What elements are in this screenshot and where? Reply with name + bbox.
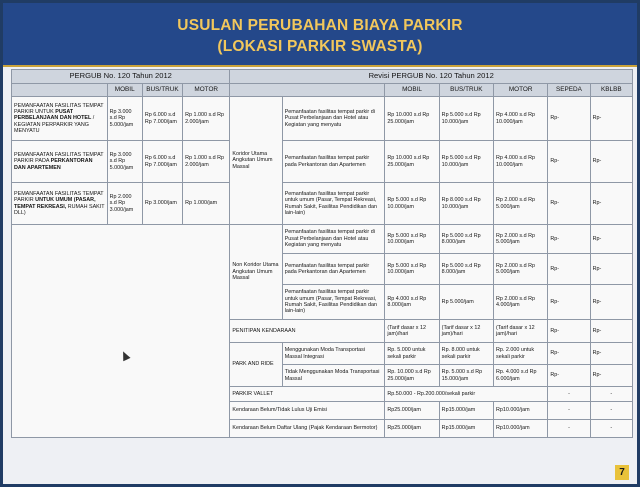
right-row-motor: Rp 2.000 s.d Rp 5.000/jam bbox=[494, 254, 548, 285]
right-row-bus: Rp. 8.000 untuk sekali parkir bbox=[439, 343, 493, 365]
non-koridor-label: Non Koridor Utama Angkutan Umum Massal bbox=[230, 225, 282, 320]
left-col-mobil: MOBIL bbox=[107, 84, 142, 97]
right-row-sepeda: Rp- bbox=[548, 254, 590, 285]
right-row-mobil: Rp 10.000 s.d Rp 25.000/jam bbox=[385, 141, 439, 183]
left-row-bus: Rp 6.000 s.d Rp 7.000/jam bbox=[142, 141, 182, 183]
penitipan-bus: (Tarif dasar x 12 jam)/hari bbox=[439, 320, 493, 343]
right-row-mobil: Rp 5.000 s.d Rp 10.000/jam bbox=[385, 254, 439, 285]
right-row-sepeda: Rp- bbox=[548, 225, 590, 254]
right-row-mobil: Rp 10.000 s.d Rp 25.000/jam bbox=[385, 97, 439, 141]
table-row bbox=[12, 141, 633, 183]
table-row bbox=[12, 97, 633, 141]
penitipan-mobil: (Tarif dasar x 12 jam)/hari bbox=[385, 320, 439, 343]
right-row-sepeda: Rp- bbox=[548, 365, 590, 387]
ulang-sepeda: - bbox=[548, 420, 590, 438]
right-row-kblbb: Rp- bbox=[590, 343, 632, 365]
table-row bbox=[12, 183, 633, 225]
koridor-utama-label: Koridor Utama Angkutan Umum Massal bbox=[230, 97, 282, 225]
right-row-sepeda: Rp- bbox=[548, 285, 590, 320]
right-row-kblbb: Rp- bbox=[590, 365, 632, 387]
right-row-kblbb: Rp- bbox=[590, 254, 632, 285]
left-row-mobil: Rp 3.000 s.d Rp 5.000/jam bbox=[107, 141, 142, 183]
penitipan-motor: (Tarif dasar x 12 jam)/hari bbox=[494, 320, 548, 343]
emisi-mobil: Rp25.000/jam bbox=[385, 402, 439, 420]
emisi-motor: Rp10.000/jam bbox=[494, 402, 548, 420]
right-row-mobil: Rp. 5.000 untuk sekali parkir bbox=[385, 343, 439, 365]
right-row-motor: Rp 4.000 s.d Rp 10.000/jam bbox=[494, 97, 548, 141]
right-col-sepeda: SEPEDA bbox=[548, 84, 590, 97]
right-row-bus: Rp. 5.000 s.d Rp 15.000/jam bbox=[439, 365, 493, 387]
right-col-mobil: MOBIL bbox=[385, 84, 439, 97]
title-banner bbox=[3, 3, 637, 67]
vallet-sepeda: - bbox=[548, 387, 590, 402]
right-row-bus: Rp 5.000 s.d Rp 8.000/jam bbox=[439, 225, 493, 254]
vallet-kblbb: - bbox=[590, 387, 632, 402]
emisi-sepeda: - bbox=[548, 402, 590, 420]
tariff-table bbox=[11, 69, 633, 438]
right-row-sepeda: Rp- bbox=[548, 141, 590, 183]
right-col-motor: MOTOR bbox=[494, 84, 548, 97]
right-row-sepeda: Rp- bbox=[548, 183, 590, 225]
penitipan-kblbb: Rp- bbox=[590, 320, 632, 343]
right-row-mobil: Rp. 10.000 s.d Rp 25.000/jam bbox=[385, 365, 439, 387]
left-header: PERGUB No. 120 Tahun 2012 bbox=[12, 70, 230, 84]
right-row-desc: Pemanfaatan fasilitas tempat parkir pada Perkantoran dan Apartemen bbox=[282, 141, 385, 183]
park-and-ride-label: PARK AND RIDE bbox=[230, 343, 282, 387]
ulang-kblbb: - bbox=[590, 420, 632, 438]
right-row-desc: Pemanfaatan fasilitas tempat parkir pada Perkantoran dan Apartemen bbox=[282, 254, 385, 285]
title-line-1: USULAN PERUBAHAN BIAYA PARKIR bbox=[177, 17, 463, 34]
left-row-motor: Rp 1.000 s.d Rp 2.000/jam bbox=[183, 141, 230, 183]
left-blank-header bbox=[12, 84, 108, 97]
right-row-bus: Rp 5.000 s.d Rp 10.000/jam bbox=[439, 141, 493, 183]
left-col-bus: BUS/TRUK bbox=[142, 84, 182, 97]
right-col-kblbb: KBLBB bbox=[590, 84, 632, 97]
left-row-motor: Rp 1.000 s.d Rp 2.000/jam bbox=[183, 97, 230, 141]
vallet-label: PARKIR VALLET bbox=[230, 387, 385, 402]
right-header: Revisi PERGUB No. 120 Tahun 2012 bbox=[230, 70, 633, 84]
right-row-mobil: Rp 5.000 s.d Rp 10.000/jam bbox=[385, 183, 439, 225]
right-row-kblbb: Rp- bbox=[590, 183, 632, 225]
left-row-desc: PEMANFAATAN FASILITAS TEMPAT PARKIR PADA PERKANTORAN DAN APARTEMEN bbox=[12, 141, 108, 183]
penitipan-sepeda: Rp- bbox=[548, 320, 590, 343]
right-row-motor: Rp 4.000 s.d Rp 10.000/jam bbox=[494, 141, 548, 183]
left-row-desc: PEMANFAATAN FASILITAS TEMPAT PARKIR UNTUK PUSAT PERBELANJAAN DAN HOTEL / KEGIATAN PERPARKIR YANG MENYATU bbox=[12, 97, 108, 141]
left-row-bus: Rp 6.000 s.d Rp 7.000/jam bbox=[142, 97, 182, 141]
left-row-desc: PEMANFAATAN FASILITAS TEMPAT PARKIR UNTUK UMUM (PASAR, TEMPAT REKREASI, RUMAH SAKIT DLL) bbox=[12, 183, 108, 225]
right-row-motor: Rp 2.000 s.d Rp 5.000/jam bbox=[494, 183, 548, 225]
left-row-bus: Rp 3.000/jam bbox=[142, 183, 182, 225]
ulang-bus: Rp15.000/jam bbox=[439, 420, 493, 438]
right-row-bus: Rp 5.000 s.d Rp 10.000/jam bbox=[439, 97, 493, 141]
left-col-motor: MOTOR bbox=[183, 84, 230, 97]
left-row-motor: Rp 1.000/jam bbox=[183, 183, 230, 225]
emisi-label: Kendaraan Belum/Tidak Lulus Uji Emisi bbox=[230, 402, 385, 420]
right-row-desc: Pemanfaatan fasilitas tempat parkir untuk umum (Pasar, Tempat Rekreasi, Rumah Sakit, Fasilitas Pendidikan dan lain-lain) bbox=[282, 183, 385, 225]
right-row-kblbb: Rp- bbox=[590, 141, 632, 183]
right-row-kblbb: Rp- bbox=[590, 225, 632, 254]
right-row-mobil: Rp 5.000 s.d Rp 10.000/jam bbox=[385, 225, 439, 254]
right-row-desc: Pemanfaatan fasilitas tempat parkir di Pusat Perbelanjaan dan Hotel atau Kegiatan yang menyatu bbox=[282, 97, 385, 141]
ulang-motor: Rp10.000/jam bbox=[494, 420, 548, 438]
right-row-desc: Menggunakan Moda Transportasi Massal Integrasi bbox=[282, 343, 385, 365]
emisi-kblbb: - bbox=[590, 402, 632, 420]
right-row-desc: Tidak Menggunakan Moda Transportasi Massal bbox=[282, 365, 385, 387]
right-blank-header bbox=[230, 84, 385, 97]
right-row-sepeda: Rp- bbox=[548, 97, 590, 141]
right-row-motor: Rp 2.000 s.d Rp 4.000/jam bbox=[494, 285, 548, 320]
left-row-mobil: Rp 3.000 s.d Rp 5.000/jam bbox=[107, 97, 142, 141]
penitipan-label: PENITIPAN KENDARAAN bbox=[230, 320, 385, 343]
right-row-kblbb: Rp- bbox=[590, 97, 632, 141]
left-row-mobil: Rp 2.000 s.d Rp 3.000/jam bbox=[107, 183, 142, 225]
left-empty-area bbox=[12, 225, 230, 438]
right-row-kblbb: Rp- bbox=[590, 285, 632, 320]
right-col-bus: BUS/TRUK bbox=[439, 84, 493, 97]
right-row-desc: Pemanfaatan fasilitas tempat parkir untuk umum (Pasar, Tempat Rekreasi, Rumah Sakit, Fasilitas Pendidikan dan lain-lain) bbox=[282, 285, 385, 320]
right-row-mobil: Rp 4.000 s.d Rp 8.000/jam bbox=[385, 285, 439, 320]
right-row-bus: Rp 8.000 s.d Rp 10.000/jam bbox=[439, 183, 493, 225]
right-row-sepeda: Rp- bbox=[548, 343, 590, 365]
right-row-desc: Pemanfaatan fasilitas tempat parkir di Pusat Perbelanjaan dan Hotel atau Kegiatan yang menyatu bbox=[282, 225, 385, 254]
table-row bbox=[12, 225, 633, 254]
slide bbox=[3, 3, 637, 484]
ulang-mobil: Rp25.000/jam bbox=[385, 420, 439, 438]
emisi-bus: Rp15.000/jam bbox=[439, 402, 493, 420]
right-row-motor: Rp 2.000 s.d Rp 5.000/jam bbox=[494, 225, 548, 254]
right-row-motor: Rp. 4.000 s.d Rp 6.000/jam bbox=[494, 365, 548, 387]
page-number: 7 bbox=[615, 465, 629, 480]
right-row-bus: Rp 5.000/jam bbox=[439, 285, 493, 320]
daftar-ulang-label: Kendaraan Belum Daftar Ulang (Pajak Kendaraan Bermotor) bbox=[230, 420, 385, 438]
right-row-motor: Rp. 2.000 untuk sekali parkir bbox=[494, 343, 548, 365]
vallet-value: Rp.50.000 - Rp.200.000/sekali parkir bbox=[385, 387, 548, 402]
title-line-2: (LOKASI PARKIR SWASTA) bbox=[217, 38, 423, 55]
right-row-bus: Rp 5.000 s.d Rp 8.000/jam bbox=[439, 254, 493, 285]
